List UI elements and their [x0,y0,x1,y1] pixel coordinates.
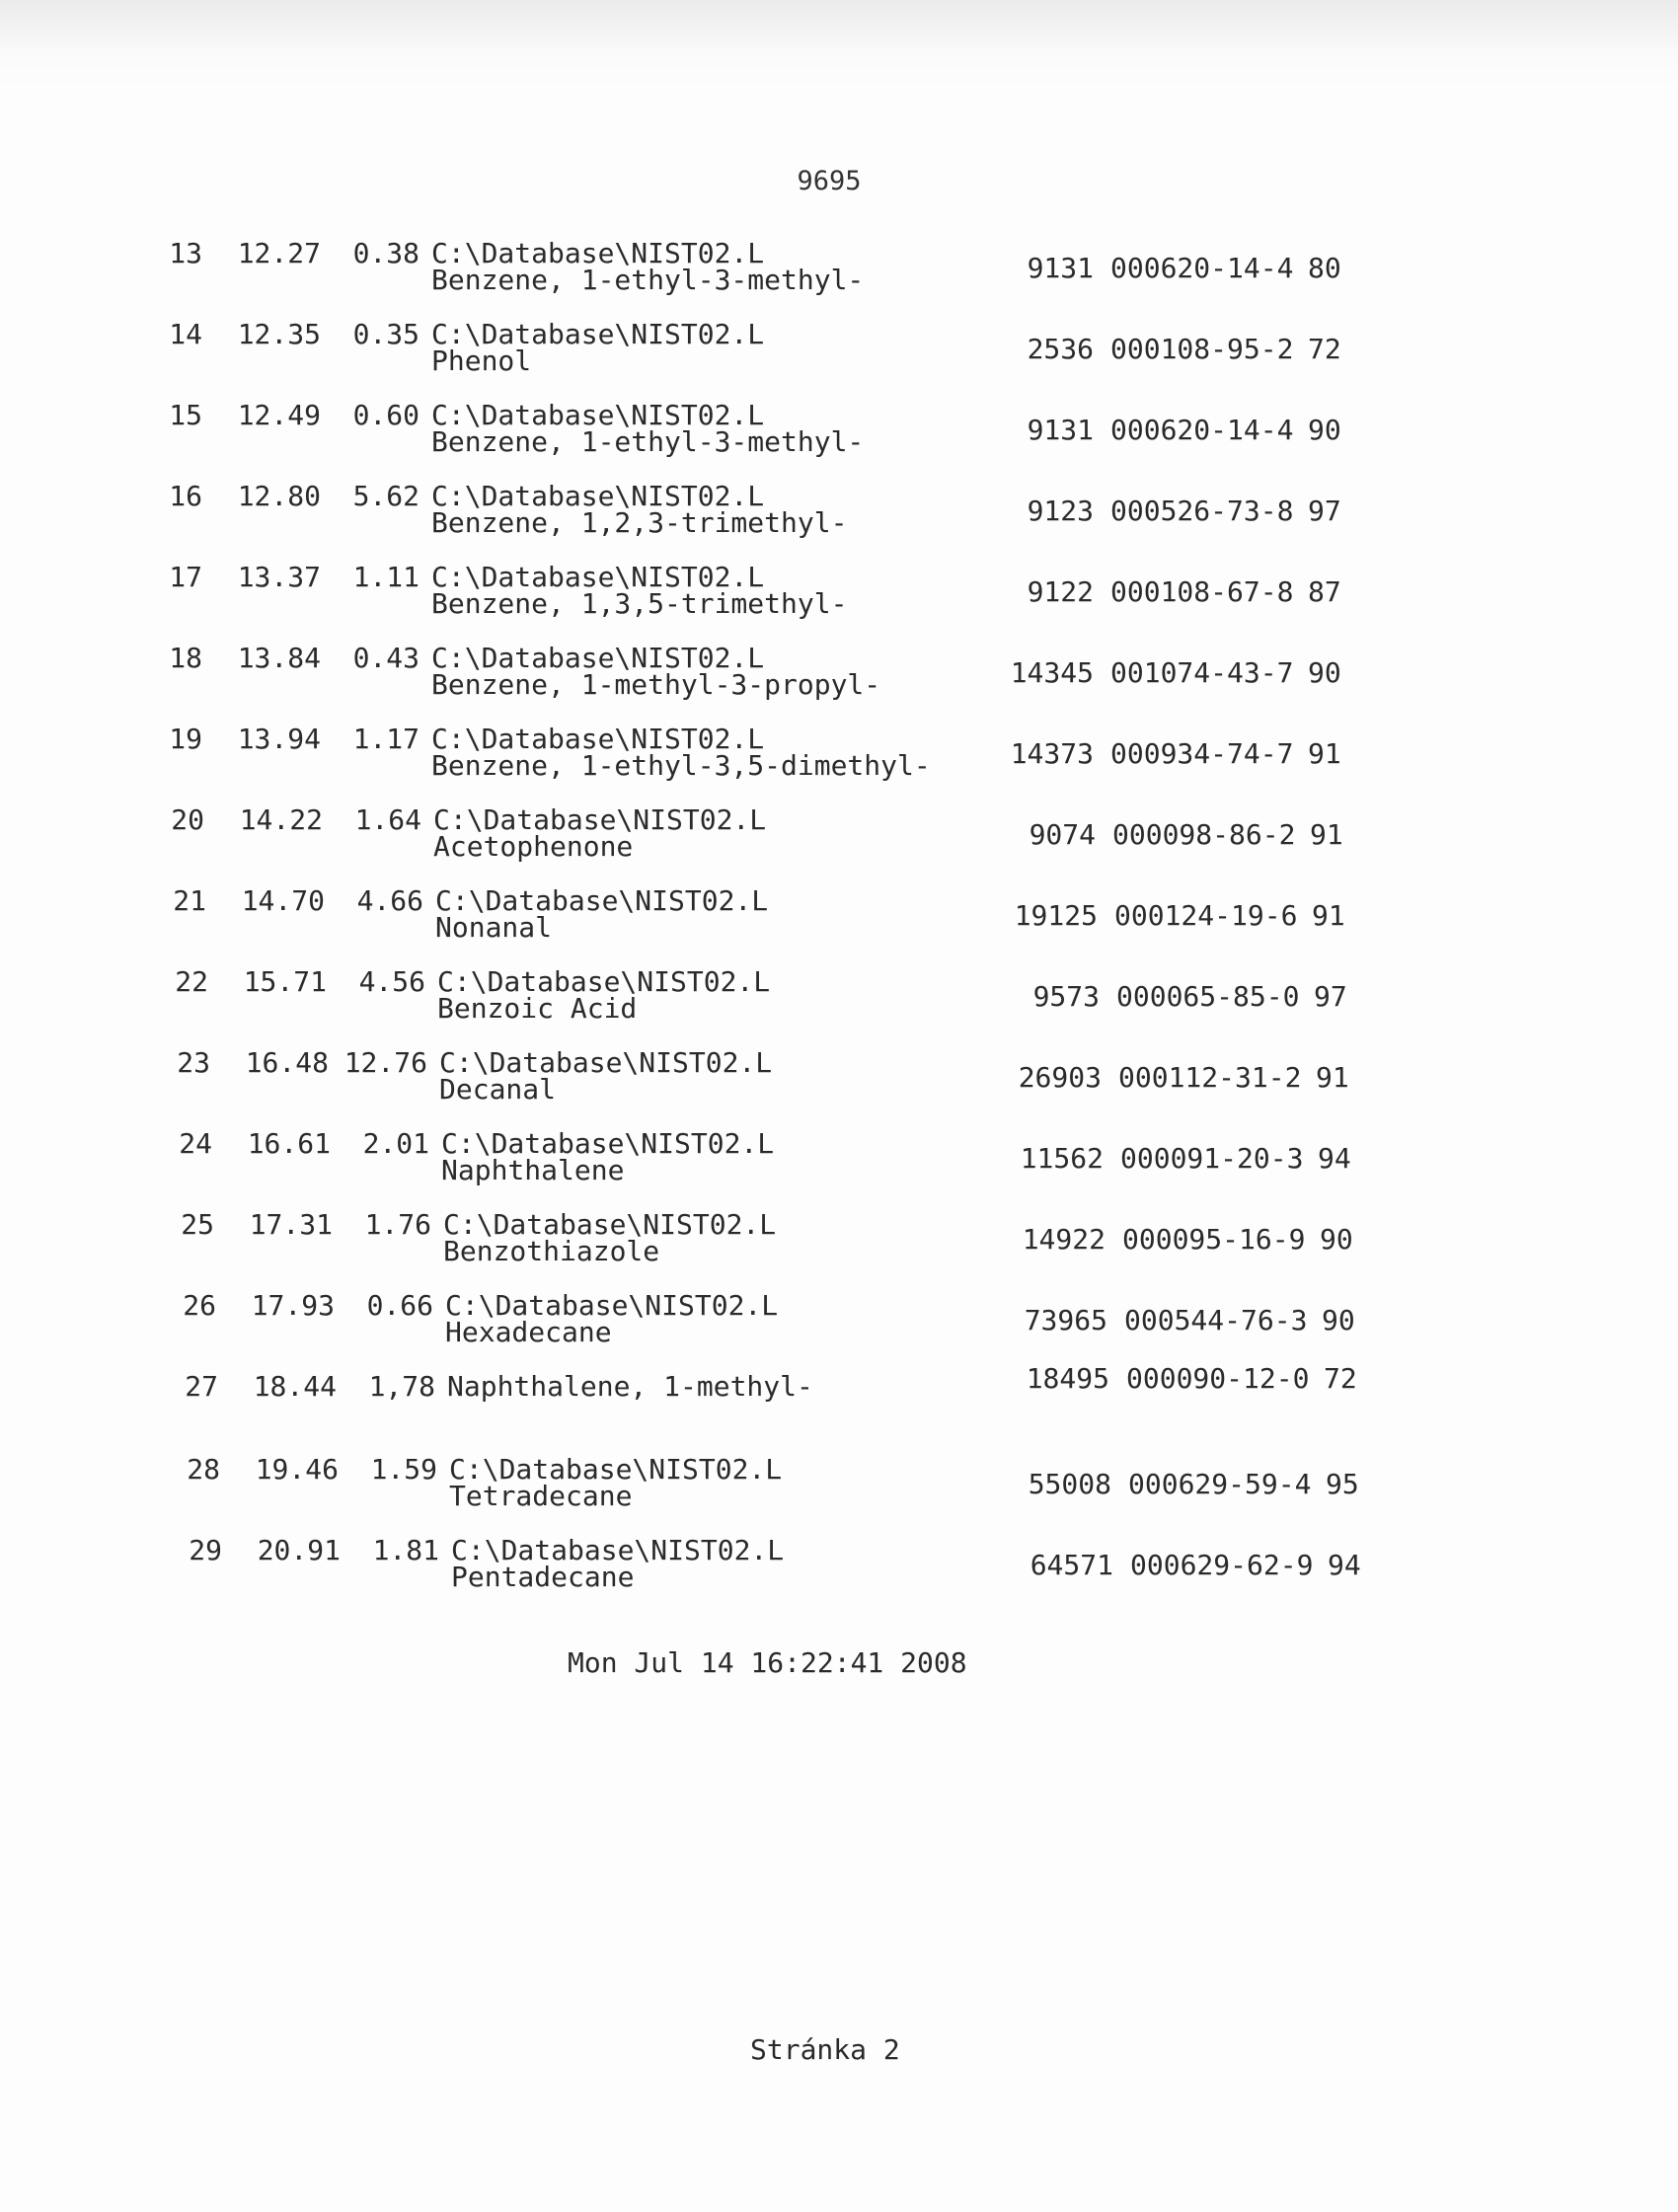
scan-shadow [0,0,1678,89]
library-path: C:\Database\NIST02.L [443,1208,777,1241]
compound-name: Decanal [439,1073,557,1106]
cas-number: 000095-16-9 [1122,1223,1306,1256]
retention-time: 20.91 [257,1534,341,1566]
cas-number: 000098-86-2 [1112,818,1296,851]
retention-time: 13.84 [237,642,321,674]
peak-number: 27 [185,1370,218,1403]
library-path: C:\Database\NIST02.L [431,318,765,350]
area-percent: 5.62 [352,480,420,512]
cas-number: 000112-31-2 [1118,1061,1302,1094]
result-row [8,1048,1678,1117]
library-path: C:\Database\NIST02.L [431,642,765,674]
peak-number: 22 [175,965,208,998]
reference-number: 26903 [1018,1061,1102,1094]
retention-time: 16.48 [245,1046,329,1079]
reference-number: 11562 [1020,1142,1104,1175]
peak-number: 26 [183,1289,216,1322]
retention-time: 12.27 [237,237,321,269]
report-timestamp: Mon Jul 14 16:22:41 2008 [568,1646,967,1679]
match-quality: 94 [1328,1549,1361,1581]
match-quality: 72 [1308,333,1341,365]
retention-time: 14.22 [239,803,323,836]
compound-name: Acetophenone [433,830,634,863]
reference-number: 14345 [1010,656,1094,689]
match-quality: 91 [1310,818,1343,851]
area-percent: 0.60 [352,399,420,431]
area-percent: 1.11 [352,561,420,593]
reference-number: 2536 [1027,333,1094,365]
result-row [6,967,1678,1036]
library-path: C:\Database\NIST02.L [445,1289,779,1322]
library-path: C:\Database\NIST02.L [441,1127,775,1160]
library-path: C:\Database\NIST02.L [433,803,767,836]
page-number: 9695 [797,166,862,196]
match-quality: 90 [1322,1304,1355,1336]
area-percent: 1.76 [364,1208,431,1241]
result-row [0,401,1678,470]
peak-number: 14 [169,318,202,350]
area-percent: 1.64 [354,803,421,836]
result-row [0,320,1678,389]
library-path: C:\Database\NIST02.L [431,561,765,593]
cas-number: 000108-67-8 [1110,575,1294,608]
area-percent: 0.66 [366,1289,433,1322]
peak-number: 28 [187,1453,220,1486]
compound-name: Benzene, 1,2,3-trimethyl- [431,506,848,539]
area-percent: 12.76 [343,1046,427,1079]
area-percent: 2.01 [362,1127,429,1160]
reference-number: 9074 [1029,818,1096,851]
match-quality: 95 [1326,1468,1359,1500]
library-path: C:\Database\NIST02.L [431,723,765,755]
reference-number: 9131 [1027,252,1094,284]
reference-number: 14922 [1022,1223,1106,1256]
result-row [2,805,1678,875]
library-path: C:\Database\NIST02.L [439,1046,773,1079]
retention-time: 12.49 [237,399,321,431]
retention-time: 12.35 [237,318,321,350]
peak-number: 15 [169,399,202,431]
peak-number: 19 [169,723,202,755]
result-row [0,239,1678,308]
library-path: C:\Database\NIST02.L [435,884,769,917]
match-quality: 97 [1308,495,1341,527]
peak-number: 17 [169,561,202,593]
footer-page-label: Stránka 2 [750,2033,900,2066]
compound-name: Tetradecane [449,1480,633,1512]
reference-number: 55008 [1028,1468,1111,1500]
retention-time: 12.80 [237,480,321,512]
area-percent: 1.17 [352,723,420,755]
result-row [10,1129,1678,1198]
cas-number: 000620-14-4 [1110,252,1294,284]
result-row [16,1362,1678,1441]
reference-number: 64571 [1030,1549,1113,1581]
library-path: C:\Database\NIST02.L [451,1534,785,1566]
compound-name: Benzene, 1-ethyl-3,5-dimethyl- [431,749,931,782]
match-quality: 91 [1312,899,1345,932]
compound-name: Naphthalene, 1-methyl- [447,1370,813,1403]
reference-number: 9123 [1027,495,1094,527]
reference-number: 9131 [1027,414,1094,446]
area-percent: 1.81 [372,1534,439,1566]
area-percent: 1,78 [368,1370,435,1403]
cas-number: 000620-14-4 [1110,414,1294,446]
match-quality: 97 [1314,980,1347,1013]
reference-number: 14373 [1010,737,1094,770]
peak-number: 24 [179,1127,212,1160]
cas-number: 000544-76-3 [1124,1304,1308,1336]
retention-time: 17.93 [251,1289,335,1322]
retention-time: 13.94 [237,723,321,755]
compound-name: Benzene, 1-ethyl-3-methyl- [431,425,865,458]
result-row [4,886,1678,955]
peak-number: 20 [171,803,204,836]
library-path: C:\Database\NIST02.L [449,1453,783,1486]
result-row [0,563,1678,632]
peak-number: 18 [169,642,202,674]
result-row [0,725,1678,794]
cas-number: 000629-62-9 [1130,1549,1314,1581]
result-row [12,1210,1678,1279]
match-quality: 91 [1308,737,1341,770]
reference-number: 73965 [1024,1304,1107,1336]
library-path: C:\Database\NIST02.L [431,237,765,269]
compound-name: Hexadecane [445,1316,612,1348]
library-path: C:\Database\NIST02.L [437,965,771,998]
retention-time: 13.37 [237,561,321,593]
cas-number: 000629-59-4 [1128,1468,1312,1500]
area-percent: 4.56 [358,965,425,998]
match-quality: 90 [1308,414,1341,446]
peak-number: 16 [169,480,202,512]
reference-number: 19125 [1014,899,1098,932]
result-row [14,1291,1678,1360]
match-quality: 90 [1308,656,1341,689]
cas-number: 001074-43-7 [1110,656,1294,689]
compound-name: Benzene, 1-methyl-3-propyl- [431,668,881,701]
compound-name: Benzene, 1,3,5-trimethyl- [431,587,848,620]
library-path: C:\Database\NIST02.L [431,399,765,431]
reference-number: 9573 [1032,980,1100,1013]
reference-number: 9122 [1027,575,1094,608]
cas-number: 000091-20-3 [1120,1142,1304,1175]
area-percent: 0.35 [352,318,420,350]
retention-time: 18.44 [253,1370,337,1403]
match-quality: 80 [1308,252,1341,284]
peak-number: 13 [169,237,202,269]
area-percent: 1.59 [370,1453,437,1486]
retention-time: 19.46 [255,1453,339,1486]
peak-number: 25 [181,1208,214,1241]
cas-number: 000090-12-0 [1126,1362,1310,1395]
library-path: C:\Database\NIST02.L [431,480,765,512]
peak-number: 29 [189,1534,222,1566]
area-percent: 4.66 [356,884,423,917]
area-percent: 0.38 [352,237,420,269]
retention-time: 17.31 [249,1208,333,1241]
cas-number: 000124-19-6 [1114,899,1298,932]
peak-number: 21 [173,884,206,917]
result-row [20,1536,1678,1605]
result-row [18,1455,1678,1524]
compound-name: Nonanal [435,911,553,944]
retention-time: 15.71 [243,965,327,998]
match-quality: 90 [1320,1223,1353,1256]
retention-time: 16.61 [247,1127,331,1160]
match-quality: 94 [1318,1142,1351,1175]
compound-name: Benzene, 1-ethyl-3-methyl- [431,264,865,296]
peak-number: 23 [177,1046,210,1079]
reference-number: 18495 [1026,1362,1109,1395]
compound-name: Naphthalene [441,1154,625,1186]
compound-name: Phenol [431,344,532,377]
area-percent: 0.43 [352,642,420,674]
retention-time: 14.70 [241,884,325,917]
cas-number: 000934-74-7 [1110,737,1294,770]
match-quality: 91 [1316,1061,1349,1094]
cas-number: 000065-85-0 [1116,980,1300,1013]
compound-name: Pentadecane [451,1561,635,1593]
result-row [0,644,1678,713]
result-row [0,482,1678,551]
match-quality: 87 [1308,575,1341,608]
compound-name: Benzothiazole [443,1235,660,1267]
cas-number: 000108-95-2 [1110,333,1294,365]
cas-number: 000526-73-8 [1110,495,1294,527]
compound-name: Benzoic Acid [437,992,638,1025]
match-quality: 72 [1324,1362,1357,1395]
